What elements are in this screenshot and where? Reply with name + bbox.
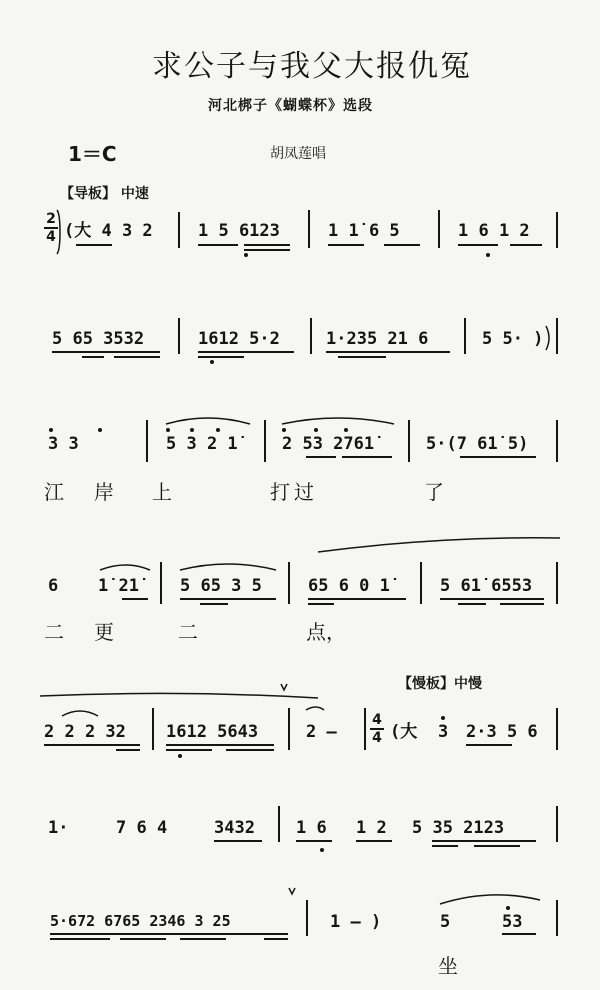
measure-6-1c: 3432: [214, 818, 255, 838]
breath-mark: [281, 684, 287, 690]
bracket-close: [546, 326, 549, 350]
lyric: 坐: [438, 954, 458, 978]
measure-5-4: (大: [390, 722, 418, 742]
key-signature: 1＝C: [68, 142, 117, 166]
measure-3-4: 5·(7 61̇ 5): [426, 434, 529, 454]
measure-7-1: 5·672 6765 2346 3 25: [50, 912, 231, 930]
measure-6-2c: 5 35 2123: [412, 818, 505, 838]
slur: [282, 418, 394, 424]
slur: [57, 210, 60, 254]
tempo-mark-daoban: 【导板】 中速: [60, 186, 149, 202]
measure-2-2: 1612 5·2: [198, 329, 280, 349]
measure-5-3: 2 –: [306, 722, 337, 742]
lyric: 江: [44, 480, 64, 504]
lyric: 岸: [94, 480, 114, 504]
slur: [318, 538, 560, 552]
measure-2-3: 1·235 21 6: [326, 329, 429, 349]
measure-5-2: 1612 5643: [166, 722, 259, 742]
measure-6-1b: 7 6 4: [116, 818, 168, 838]
measure-4-1: 6: [48, 576, 59, 596]
tempo-mark-manban: 【慢板】中慢: [398, 676, 482, 692]
subtitle: 河北梆子《蝴蝶杯》选段: [208, 98, 373, 114]
measure-4-1b: 1̇ 21̇: [98, 576, 139, 596]
slur: [100, 565, 150, 570]
lyric: 点，: [306, 620, 346, 644]
measure-4-3: 65 6 0 1̇: [308, 576, 390, 596]
lyric: 了: [424, 480, 444, 504]
measure-1-1: (大 4 3 2: [64, 221, 153, 241]
measure-6-2b: 1 2: [356, 818, 387, 838]
slur: [62, 711, 98, 716]
measure-5-1: 2 2 2 32: [44, 722, 126, 742]
lyric: 打过: [270, 480, 318, 504]
measure-5-4b: 3: [438, 722, 449, 742]
measure-2-4: 5 5· ): [482, 329, 544, 349]
lyric: 更: [94, 620, 114, 644]
lyric: 二: [44, 620, 64, 644]
singer-credit: 胡凤莲唱: [270, 146, 326, 162]
measure-6-1a: 1·: [48, 818, 69, 838]
time-signature-4-4: 4 4: [370, 713, 384, 745]
measure-5-4c: 2·3 5 6: [466, 722, 538, 742]
slur: [306, 707, 324, 710]
slur: [40, 693, 318, 698]
measure-3-3: 2 53 2761̇: [282, 434, 375, 454]
measure-1-2: 1 5 6123: [198, 221, 280, 241]
measure-7-3b: 53: [502, 912, 523, 932]
measure-3-2: 5 3 2 1̇: [166, 434, 238, 454]
measure-3-1: 3 3: [48, 434, 79, 454]
page-title: 求公子与我父大报仇冤: [152, 49, 472, 84]
breath-mark: [289, 888, 295, 894]
measure-4-4: 5 61̇ 6553: [440, 576, 533, 596]
measure-7-3a: 5: [440, 912, 451, 932]
slur: [166, 418, 250, 424]
lyric: 二: [178, 620, 198, 644]
measure-2-1: 5 65 3532: [52, 329, 145, 349]
slur: [440, 895, 540, 904]
time-signature-2-4: 2 4: [44, 212, 58, 244]
slur: [180, 564, 276, 570]
measure-6-2a: 1 6: [296, 818, 327, 838]
measure-1-3: 1 1̇ 6 5: [328, 221, 400, 241]
measure-1-4: 1 6 1 2: [458, 221, 530, 241]
lyric: 上: [152, 480, 172, 504]
measure-4-2: 5 65 3 5: [180, 576, 262, 596]
measure-7-2: 1 – ): [330, 912, 382, 932]
